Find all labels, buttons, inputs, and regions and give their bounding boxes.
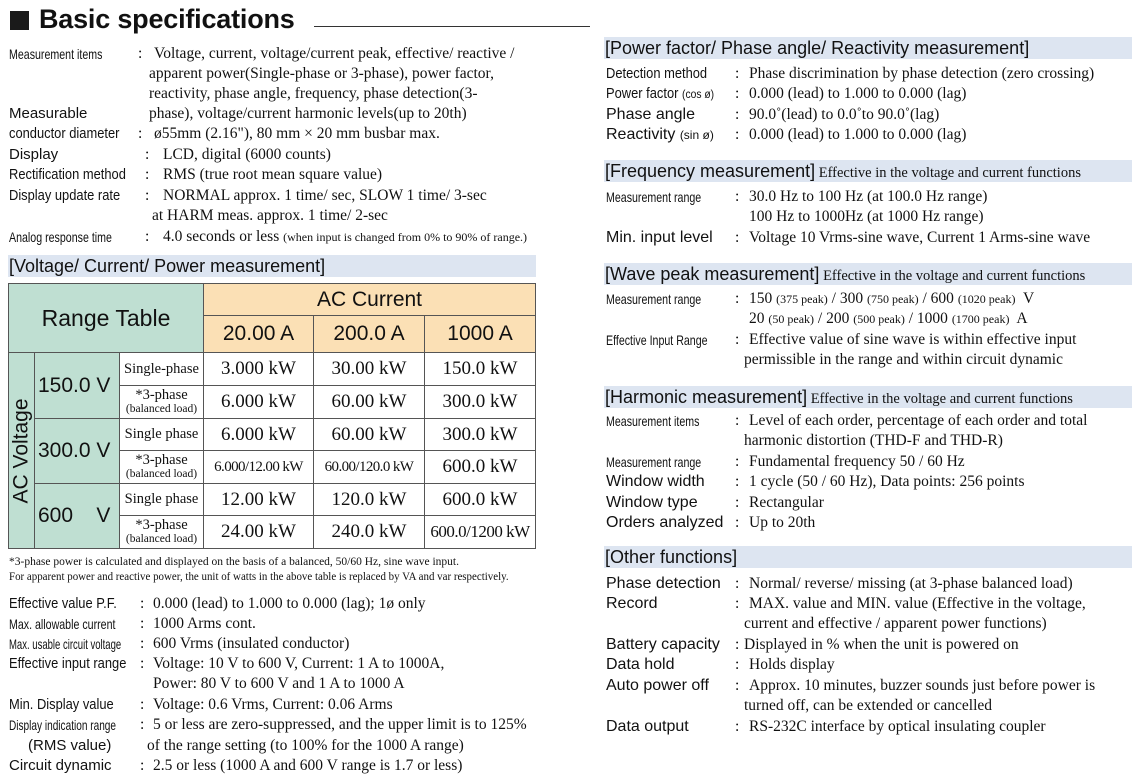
spec-colon: :: [735, 188, 740, 205]
power-value: 3.000 kW: [204, 353, 314, 386]
spec-value: reactivity, phase angle, frequency, phase detection(3-: [149, 85, 478, 102]
spec-label: Battery capacity: [606, 636, 720, 653]
spec-label: Measurement range: [606, 291, 702, 307]
spec-value: Effective value of sine wave is within effective input: [749, 331, 1077, 348]
power-value: 60.00/120.0 kW: [314, 451, 425, 484]
value-part: (750 peak): [866, 292, 919, 306]
spec-value: [749, 309, 1028, 329]
spec-label: Effective input range: [9, 655, 127, 672]
spec-label-text: Reactivity: [606, 126, 676, 143]
spec-colon: :: [140, 655, 145, 672]
current-col-header: 200.0 A: [314, 316, 425, 353]
value-part: / 200: [814, 310, 854, 327]
spec-colon: :: [735, 494, 740, 511]
spec-colon: :: [145, 166, 150, 183]
spec-label-text: Power factor: [606, 85, 679, 102]
spec-value: Approx. 10 minutes, buzzer sounds just before power is: [749, 677, 1096, 694]
spec-value: 90.0˚(lead) to 0.0˚to 90.0˚(lag): [749, 106, 940, 123]
spec-label: Data output: [606, 718, 689, 735]
spec-label: Window width: [606, 473, 705, 490]
spec-label: Max. allowable current: [9, 616, 116, 632]
spec-value: NORMAL approx. 1 time/ sec, SLOW 1 time/ 3-sec: [163, 187, 487, 204]
section-title: [Frequency measurement]: [605, 161, 816, 181]
spec-label: Max. usable circuit voltage: [9, 636, 122, 652]
range-table: [8, 283, 536, 549]
voltage-range-cell: 600 V: [35, 484, 120, 549]
other-section-header: [Other functions]: [604, 546, 1132, 568]
spec-value: Fundamental frequency 50 / 60 Hz: [749, 453, 965, 470]
spec-colon: :: [735, 126, 740, 143]
title-rule: [314, 26, 590, 27]
section-title: [Wave peak measurement]: [605, 264, 820, 284]
spec-value: 0.000 (lead) to 1.000 to 0.000 (lag): [749, 85, 967, 102]
spec-colon: :: [145, 146, 150, 163]
spec-colon: :: [140, 757, 145, 774]
phase-sub: (balanced load): [125, 533, 198, 545]
spec-colon: :: [735, 85, 740, 102]
voltage-range-cell: 300.0 V: [35, 419, 120, 484]
phase-label: *3-phase: [135, 517, 188, 533]
spec-value: 5 or less are zero-suppressed, and the upper limit is to 125%: [153, 716, 527, 733]
value-part: 20: [749, 310, 769, 327]
footnote: *3-phase power is calculated and displayed on the basis of a balanced, 50/60 Hz, sine wave input.: [9, 556, 459, 568]
power-value: 600.0 kW: [425, 451, 536, 484]
power-value: 60.00 kW: [314, 419, 425, 451]
spec-value: turned off, can be extended or cancelled: [744, 697, 993, 714]
spec-value: MAX. value and MIN. value (Effective in the voltage,: [749, 595, 1086, 612]
vcp-section-header: [Voltage/ Current/ Power measurement]: [8, 255, 536, 277]
power-value: 30.00 kW: [314, 353, 425, 386]
spec-colon: :: [735, 595, 740, 612]
power-value: 600.0/1200 kW: [425, 516, 536, 549]
spec-colon: :: [735, 229, 740, 246]
spec-value: Displayed in % when the unit is powered on: [744, 636, 1019, 653]
spec-colon: :: [138, 125, 143, 142]
spec-label: Phase detection: [606, 575, 721, 592]
section-note: Effective in the voltage and current functions: [815, 165, 1081, 181]
spec-label: Effective Input Range: [606, 332, 708, 348]
spec-colon: :: [140, 635, 145, 652]
spec-colon: :: [138, 45, 143, 62]
spec-value: RS-232C interface by optical insulating coupler: [749, 718, 1046, 735]
spec-colon: :: [140, 595, 145, 612]
spec-value: current and effective / apparent power functions): [744, 615, 1047, 632]
phase-cell: [120, 451, 204, 484]
power-value: 600.0 kW: [425, 484, 536, 516]
value-part: A: [1009, 310, 1028, 327]
spec-colon: :: [735, 677, 740, 694]
phase-label: *3-phase: [135, 387, 188, 403]
spec-label: [606, 125, 714, 145]
spec-value: 0.000 (lead) to 1.000 to 0.000 (lag): [749, 126, 967, 143]
spec-colon: :: [140, 696, 145, 713]
spec-label: Window type: [606, 494, 698, 511]
spec-value: Voltage: 10 V to 600 V, Current: 1 A to 1000A,: [153, 655, 445, 672]
voltage-range-cell: 150.0 V: [35, 353, 120, 419]
spec-value: [749, 289, 1034, 309]
phase-sub: (balanced load): [125, 403, 198, 415]
spec-colon: :: [735, 453, 740, 470]
spec-value: RMS (true root mean square value): [163, 166, 383, 183]
spec-label: Auto power off: [606, 677, 709, 694]
ac-voltage-header: [8, 353, 35, 549]
spec-colon: :: [735, 65, 740, 82]
spec-value: 600 Vrms (insulated conductor): [153, 635, 350, 652]
spec-label: Circuit dynamic: [9, 757, 112, 774]
spec-value: 0.000 (lead) to 1.000 to 0.000 (lag); 1ø only: [153, 595, 426, 612]
spec-label: Measurement items: [9, 46, 103, 62]
spec-value: 30.0 Hz to 100 Hz (at 100.0 Hz range): [749, 188, 988, 205]
spec-value: Voltage, current, voltage/current peak, effective/ reactive /: [154, 45, 515, 62]
spec-value: Voltage: 0.6 Vrms, Current: 0.06 Arms: [153, 696, 393, 713]
spec-label: Phase angle: [606, 106, 695, 123]
spec-value: harmonic distortion (THD-F and THD-R): [744, 432, 1003, 449]
phase-cell: [120, 353, 204, 386]
spec-label: Measurement range: [606, 189, 702, 205]
phase-label: Single phase: [124, 491, 199, 507]
spec-colon: :: [735, 106, 740, 123]
harm-section-header: [604, 386, 1132, 408]
spec-label: Display indication range: [9, 717, 117, 733]
spec-label: Orders analyzed: [606, 514, 724, 531]
power-value: 150.0 kW: [425, 353, 536, 386]
spec-value: Up to 20th: [749, 514, 816, 531]
phase-cell: [120, 419, 204, 451]
spec-label: Analog response time: [9, 229, 112, 245]
current-col-header: 1000 A: [425, 316, 536, 353]
spec-note: (when input is changed from 0% to 90% of range.): [283, 230, 528, 244]
spec-label: conductor diameter: [9, 125, 120, 142]
power-value: 240.0 kW: [314, 516, 425, 549]
spec-value: Voltage 10 Vrms-sine wave, Current 1 Arms-sine wave: [749, 229, 1091, 246]
page-title: [8, 4, 590, 36]
spec-label: Display update rate: [9, 187, 121, 204]
power-value: 12.00 kW: [204, 484, 314, 516]
spec-label: Rectification method: [9, 166, 126, 183]
spec-label: Display: [9, 146, 59, 163]
power-value: 6.000/12.00 kW: [204, 451, 314, 484]
spec-value: apparent power(Single-phase or 3-phase), power factor,: [149, 65, 494, 82]
power-value: 300.0 kW: [425, 419, 536, 451]
power-value: 60.00 kW: [314, 386, 425, 419]
spec-value-text: 4.0 seconds or less: [163, 228, 284, 245]
value-part: (50 peak): [768, 312, 815, 326]
footnote: For apparent power and reactive power, the unit of watts in the above table is replaced by VA and var respectively.: [9, 571, 509, 583]
spec-value: Phase discrimination by phase detection (zero crossing): [749, 65, 1095, 82]
power-value: 120.0 kW: [314, 484, 425, 516]
spec-value: of the range setting (to 100% for the 1000 A range): [147, 737, 464, 754]
value-part: V: [1015, 290, 1035, 307]
spec-label: Data hold: [606, 656, 675, 673]
power-value: 300.0 kW: [425, 386, 536, 419]
spec-value: Level of each order, percentage of each order and total: [749, 412, 1088, 429]
freq-section-header: [604, 160, 1132, 182]
value-part: (1700 peak): [951, 312, 1010, 326]
value-part: (375 peak): [776, 292, 828, 306]
phase-cell: [120, 516, 204, 549]
phase-sub: (balanced load): [125, 468, 198, 480]
spec-label: Min. input level: [606, 229, 713, 246]
value-part: / 1000: [904, 310, 952, 327]
spec-value: Holds display: [749, 656, 835, 673]
range-table-corner: Range Table: [8, 283, 204, 353]
title-text: Basic specifications: [39, 4, 295, 34]
spec-value: at HARM meas. approx. 1 time/ 2-sec: [152, 207, 388, 224]
spec-colon: :: [735, 575, 740, 592]
spec-value: [163, 227, 527, 247]
spec-colon: :: [140, 615, 145, 632]
spec-value: 100 Hz to 1000Hz (at 1000 Hz range): [749, 208, 984, 225]
spec-colon: :: [735, 412, 740, 429]
spec-label: Detection method: [606, 65, 708, 82]
ac-voltage-label: AC Voltage: [9, 397, 33, 504]
value-part: (500 peak): [853, 312, 905, 326]
spec-value: Power: 80 V to 600 V and 1 A to 1000 A: [153, 675, 405, 692]
spec-label: Measurable: [9, 105, 88, 122]
spec-colon: :: [735, 718, 740, 735]
section-note: Effective in the voltage and current functions: [807, 391, 1073, 407]
value-part: / 300: [827, 290, 867, 307]
current-col-header: 20.00 A: [204, 316, 314, 353]
spec-value: ø55mm (2.16"), 80 mm × 20 mm busbar max.: [154, 125, 440, 142]
square-bullet-icon: [10, 11, 29, 30]
spec-label: Measurement items: [606, 413, 700, 429]
spec-value: 1 cycle (50 / 60 Hz), Data points: 256 points: [749, 473, 1025, 490]
spec-label: Measurement range: [606, 454, 702, 470]
phase-cell: [120, 386, 204, 419]
spec-colon: :: [145, 228, 150, 245]
ac-current-header: AC Current: [204, 283, 536, 316]
spec-label: Min. Display value: [9, 696, 114, 713]
power-value: 24.00 kW: [204, 516, 314, 549]
pf-section-header: [Power factor/ Phase angle/ Reactivity measurement]: [604, 37, 1132, 59]
spec-colon: :: [735, 290, 740, 307]
value-part: / 600: [918, 290, 958, 307]
section-note: Effective in the voltage and current functions: [819, 268, 1086, 284]
phase-label: Single-phase: [124, 360, 199, 377]
spec-value: permissible in the range and within circuit dynamic: [744, 351, 1063, 368]
peak-section-header: [604, 263, 1132, 285]
section-title: [Harmonic measurement]: [605, 387, 808, 407]
spec-colon: :: [735, 331, 740, 348]
spec-colon: :: [735, 473, 740, 490]
spec-colon: :: [735, 636, 740, 653]
power-value: 6.000 kW: [204, 386, 314, 419]
spec-colon: :: [145, 187, 150, 204]
spec-value: Rectangular: [749, 494, 824, 511]
spec-label-note: (cos ø): [682, 87, 715, 101]
spec-value: 1000 Arms cont.: [153, 615, 256, 632]
spec-value: phase), voltage/current harmonic levels(up to 20th): [149, 105, 467, 122]
spec-label: (RMS value): [28, 737, 112, 754]
power-value: 6.000 kW: [204, 419, 314, 451]
value-part: 150: [749, 290, 777, 307]
spec-colon: :: [735, 656, 740, 673]
spec-label-note: (sin ø): [679, 128, 714, 142]
spec-value: 2.5 or less (1000 A and 600 V range is 1.7 or less): [153, 757, 463, 774]
spec-label: [606, 84, 714, 104]
spec-colon: :: [140, 716, 145, 733]
spec-value: Normal/ reverse/ missing (at 3-phase balanced load): [749, 575, 1073, 592]
phase-label: Single phase: [124, 426, 199, 442]
spec-label: Record: [606, 595, 658, 612]
value-part: (1020 peak): [957, 292, 1016, 306]
spec-label: Effective value P.F.: [9, 595, 117, 612]
phase-cell: [120, 484, 204, 516]
spec-colon: :: [735, 514, 740, 531]
spec-value: LCD, digital (6000 counts): [163, 146, 331, 163]
phase-label: *3-phase: [135, 452, 188, 468]
